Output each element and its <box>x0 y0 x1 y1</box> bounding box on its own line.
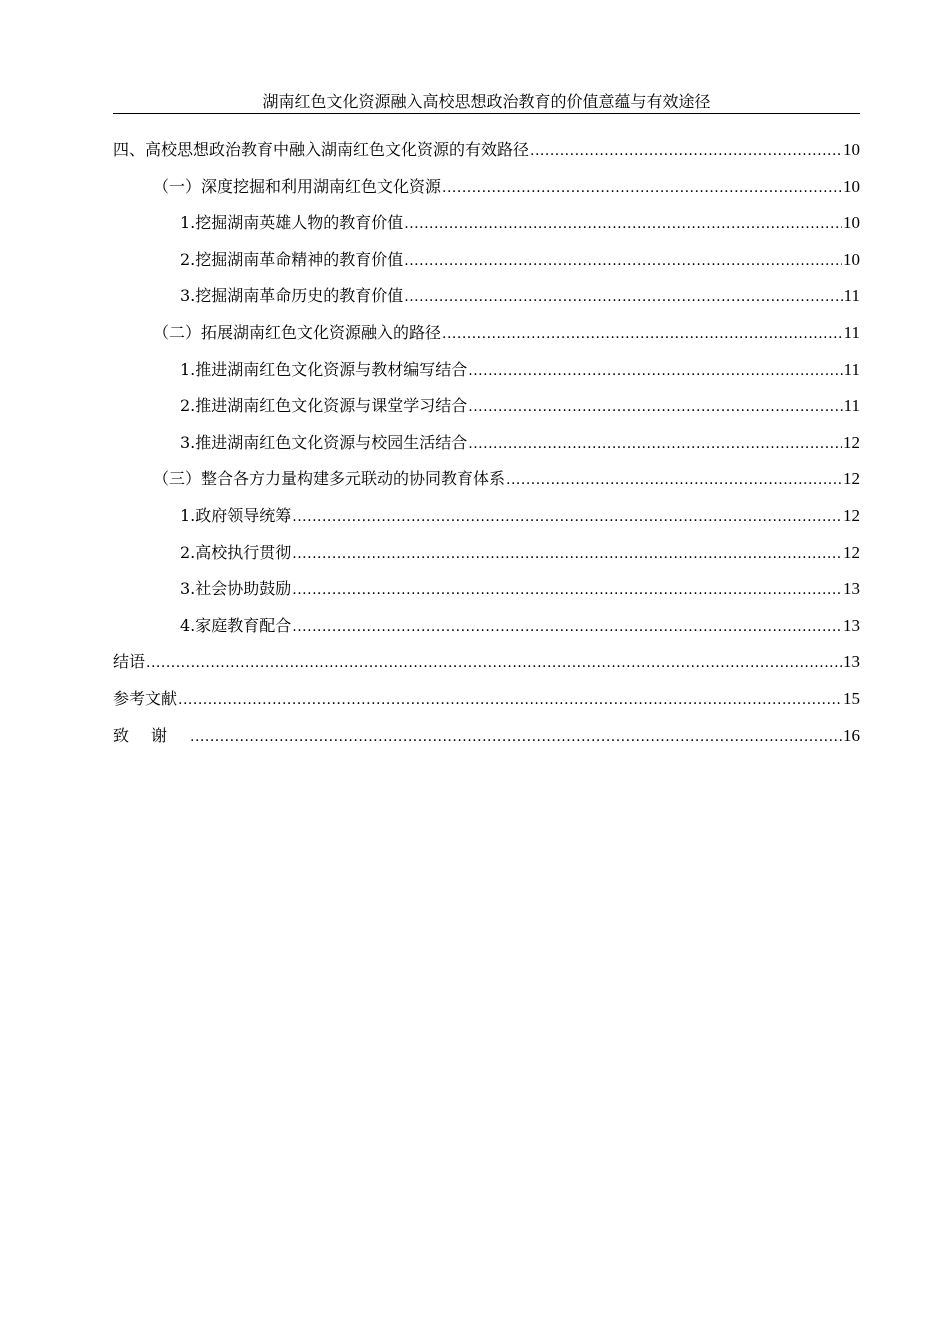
toc-page-number: 13 <box>843 579 860 599</box>
toc-entry[interactable] <box>113 431 860 468</box>
toc-page-number: 15 <box>843 688 860 708</box>
toc-dot-leader <box>404 285 842 309</box>
toc-page-number: 12 <box>843 542 860 562</box>
toc-entry[interactable] <box>113 358 860 395</box>
toc-entry-title: 3.推进湖南红色文化资源与校园生活结合 <box>180 432 468 452</box>
toc-dot-leader <box>468 395 842 419</box>
toc-entry-title: 2.挖掘湖南革命精神的教育价值 <box>180 249 404 269</box>
toc-entry-title: （二）拓展湖南红色文化资源融入的路径 <box>153 322 442 342</box>
toc-entry-title: （三）整合各方力量构建多元联动的协同教育体系 <box>153 469 506 489</box>
toc-entry[interactable] <box>113 541 860 578</box>
toc-page-number: 12 <box>843 432 860 452</box>
toc-dot-leader <box>442 176 842 200</box>
toc-entry-title: （一）深度挖掘和利用湖南红色文化资源 <box>153 176 442 196</box>
toc-dot-leader <box>292 615 842 639</box>
toc-entry-title: 3.社会协助鼓励 <box>180 579 292 599</box>
toc-page-number: 12 <box>843 469 860 489</box>
toc-entry-title: 致谢 <box>113 725 190 745</box>
toc-dot-leader <box>178 688 842 712</box>
toc-page-number: 10 <box>843 213 860 233</box>
table-of-contents <box>113 138 860 760</box>
toc-entry[interactable] <box>113 248 860 285</box>
toc-entry[interactable] <box>113 650 860 687</box>
toc-page-number: 10 <box>843 249 860 269</box>
toc-page-number: 11 <box>843 396 860 416</box>
toc-page-number: 13 <box>843 652 860 672</box>
toc-entry[interactable] <box>113 687 860 724</box>
running-header: 湖南红色文化资源融入高校思想政治教育的价值意蕴与有效途径 <box>113 92 860 114</box>
toc-page-number: 10 <box>843 176 860 196</box>
toc-entry-title: 四、高校思想政治教育中融入湖南红色文化资源的有效路径 <box>113 140 530 159</box>
toc-entry[interactable] <box>113 211 860 248</box>
toc-entry-title: 2.高校执行贯彻 <box>180 542 292 562</box>
toc-page-number: 10 <box>843 140 860 159</box>
toc-entry[interactable] <box>113 467 860 504</box>
toc-page-number: 11 <box>843 359 860 379</box>
toc-entry[interactable] <box>113 138 860 175</box>
toc-dot-leader <box>468 359 842 383</box>
toc-dot-leader <box>292 505 842 529</box>
toc-entry[interactable] <box>113 504 860 541</box>
toc-entry-title: 4.家庭教育配合 <box>180 615 292 635</box>
toc-dot-leader <box>146 651 842 675</box>
toc-entry-title: 1.挖掘湖南英雄人物的教育价值 <box>180 213 404 233</box>
toc-dot-leader <box>530 139 842 163</box>
toc-entry[interactable] <box>113 724 860 761</box>
toc-entry-title: 结语 <box>113 652 146 672</box>
toc-entry[interactable] <box>113 175 860 212</box>
toc-dot-leader <box>506 468 842 492</box>
toc-entry-title: 2.推进湖南红色文化资源与课堂学习结合 <box>180 396 468 416</box>
toc-dot-leader <box>292 542 842 566</box>
toc-entry-title: 3.挖掘湖南革命历史的教育价值 <box>180 286 404 306</box>
toc-dot-leader <box>468 432 842 456</box>
toc-entry[interactable] <box>113 614 860 651</box>
toc-entry[interactable] <box>113 394 860 431</box>
toc-dot-leader <box>442 322 843 346</box>
toc-entry[interactable] <box>113 577 860 614</box>
toc-entry-title: 参考文献 <box>113 688 178 708</box>
toc-dot-leader <box>404 212 842 236</box>
toc-dot-leader <box>190 725 842 749</box>
toc-entry-title: 1.政府领导统筹 <box>180 505 292 525</box>
toc-page-number: 12 <box>843 505 860 525</box>
toc-page-number: 13 <box>843 615 860 635</box>
toc-page-number: 16 <box>843 725 860 745</box>
toc-dot-leader <box>404 249 842 273</box>
toc-page-number: 11 <box>843 286 860 306</box>
toc-entry[interactable] <box>113 321 860 358</box>
toc-entry[interactable] <box>113 284 860 321</box>
toc-entry-title: 1.推进湖南红色文化资源与教材编写结合 <box>180 359 468 379</box>
toc-dot-leader <box>292 578 842 602</box>
toc-page-number: 11 <box>843 322 860 342</box>
